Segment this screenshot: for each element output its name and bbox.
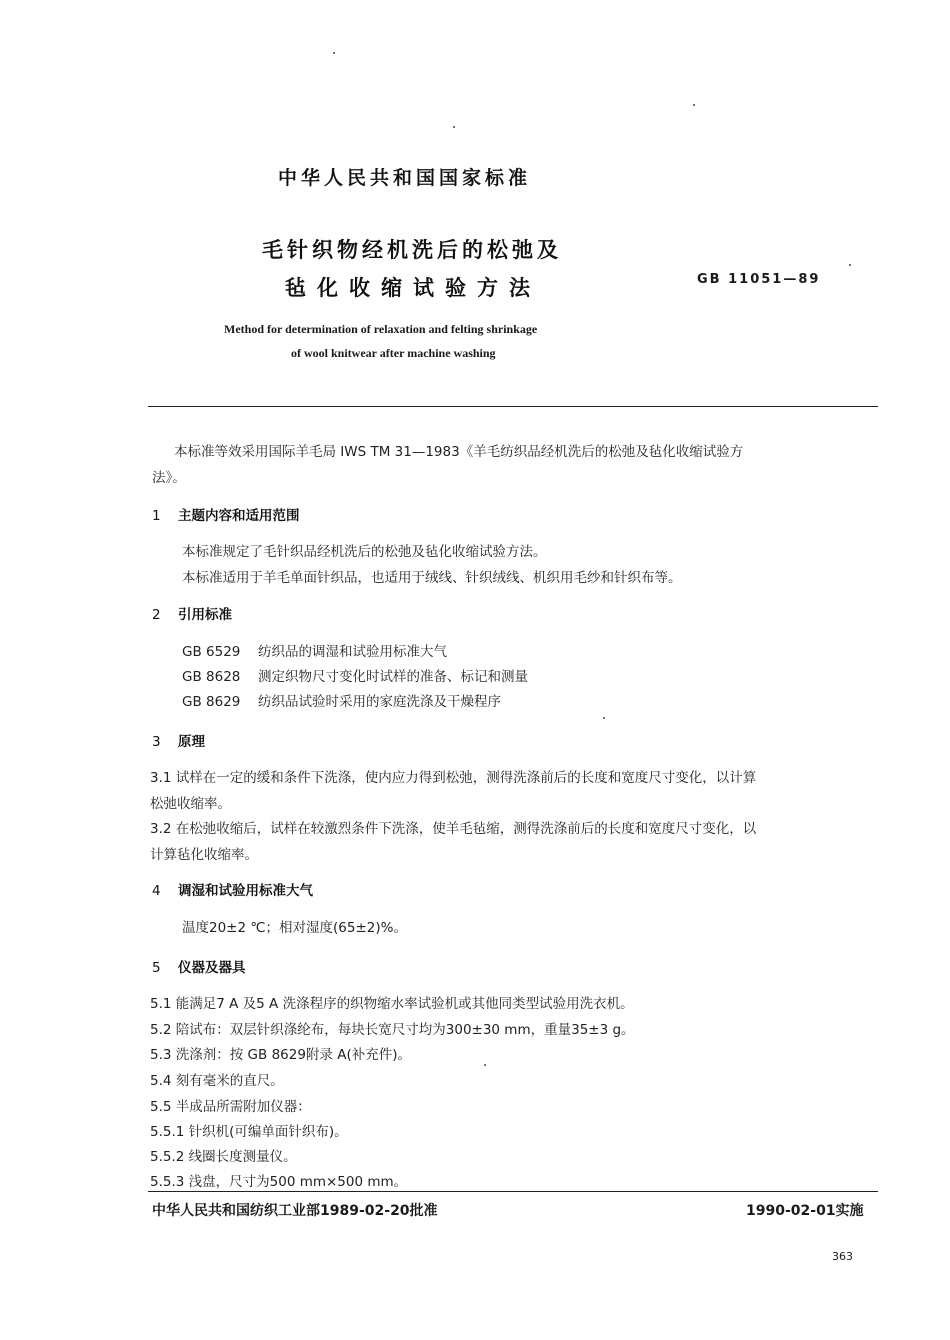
scan-speck: [453, 126, 455, 128]
approval-line: 中华人民共和国纺织工业部1989-02-20批准: [152, 1203, 438, 1219]
document-title-line1: 毛针织物经机洗后的松弛及: [262, 238, 562, 262]
clause-5-5-1: 5.5.1 针织机(可编单面针织布)。: [150, 1124, 348, 1140]
section-1-paragraph-2: 本标准适用于羊毛单面针织品，也适用于绒线、针织绒线、机织用毛纱和针织布等。: [182, 570, 682, 586]
scan-speck: [849, 264, 851, 266]
section-title: 主题内容和适用范围: [178, 508, 300, 524]
implementation-date: 1990-02-01实施: [746, 1203, 864, 1219]
clause-5-3: 5.3 洗涤剂：按 GB 8629附录 A(补充件)。: [150, 1047, 411, 1063]
english-title-line1: Method for determination of relaxation and felting shrinkage: [224, 322, 538, 336]
clause-3-2-line1: 3.2 在松弛收缩后，试样在较激烈条件下洗涤，使羊毛毡缩，测得洗涤前后的长度和宽度尺寸变化，以: [150, 821, 757, 837]
intro-line1: 本标准等效采用国际羊毛局 IWS TM 31—1983《羊毛纺织品经机洗后的松弛及毡化收缩试验方: [174, 444, 744, 460]
document-title-line2: 毡化收缩试验方法: [285, 276, 541, 300]
reference-title: 纺织品的调湿和试验用标准大气: [258, 644, 447, 660]
section-3-heading: [152, 730, 205, 750]
footer-divider: [148, 1191, 878, 1192]
section-title: 原理: [178, 734, 205, 750]
reference-title: 测定织物尺寸变化时试样的准备、标记和测量: [258, 669, 528, 685]
scan-speck: [484, 1064, 486, 1066]
reference-gb8628: [182, 665, 528, 685]
clause-3-1-line1: 3.1 试样在一定的缓和条件下洗涤，使内应力得到松弛，测得洗涤前后的长度和宽度尺寸变化，以计算: [150, 770, 757, 786]
section-number: 1: [152, 508, 161, 524]
reference-gb6529: [182, 640, 447, 660]
clause-5-2: 5.2 陪试布：双层针织涤纶布，每块长宽尺寸均为300±30 mm，重量35±3 g。: [150, 1022, 635, 1038]
reference-code: GB 8629: [182, 694, 241, 710]
reference-gb8629: [182, 690, 501, 710]
section-4-heading: [152, 879, 313, 899]
clause-5-4: 5.4 刻有毫米的直尺。: [150, 1073, 284, 1089]
scan-speck: [333, 52, 335, 54]
reference-code: GB 6529: [182, 644, 241, 660]
section-2-heading: [152, 603, 232, 623]
clause-3-2-line2: 计算毡化收缩率。: [150, 847, 258, 863]
section-5-heading: [152, 956, 246, 976]
english-title-line2: of wool knitwear after machine washing: [291, 346, 496, 360]
clause-5-5-3: 5.5.3 浅盘，尺寸为500 mm×500 mm。: [150, 1174, 408, 1190]
section-title: 引用标准: [178, 607, 232, 623]
national-standard-heading: 中华人民共和国国家标准: [278, 167, 532, 189]
page-number: 363: [832, 1250, 853, 1263]
section-1-heading: [152, 504, 300, 524]
section-title: 调湿和试验用标准大气: [178, 883, 313, 899]
clause-5-5-2: 5.5.2 线圈长度测量仪。: [150, 1149, 297, 1165]
scan-speck: [603, 717, 605, 719]
section-4-paragraph: 温度20±2 ℃；相对湿度(65±2)%。: [182, 920, 407, 936]
clause-5-1: 5.1 能满足7 A 及5 A 洗涤程序的织物缩水率试验机或其他同类型试验用洗衣机。: [150, 996, 634, 1012]
intro-line2: 法》。: [152, 470, 186, 486]
section-number: 5: [152, 960, 161, 976]
standard-code: GB 11051—89: [697, 272, 821, 287]
clause-5-5: 5.5 半成品所需附加仪器：: [150, 1099, 311, 1115]
scan-speck: [693, 104, 695, 106]
clause-3-1-line2: 松弛收缩率。: [150, 796, 231, 812]
section-number: 3: [152, 734, 161, 750]
section-number: 2: [152, 607, 161, 623]
reference-title: 纺织品试验时采用的家庭洗涤及干燥程序: [258, 694, 501, 710]
section-1-paragraph-1: 本标准规定了毛针织品经机洗后的松弛及毡化收缩试验方法。: [182, 544, 547, 560]
section-title: 仪器及器具: [178, 960, 246, 976]
section-number: 4: [152, 883, 161, 899]
header-divider: [148, 406, 878, 407]
reference-code: GB 8628: [182, 669, 241, 685]
